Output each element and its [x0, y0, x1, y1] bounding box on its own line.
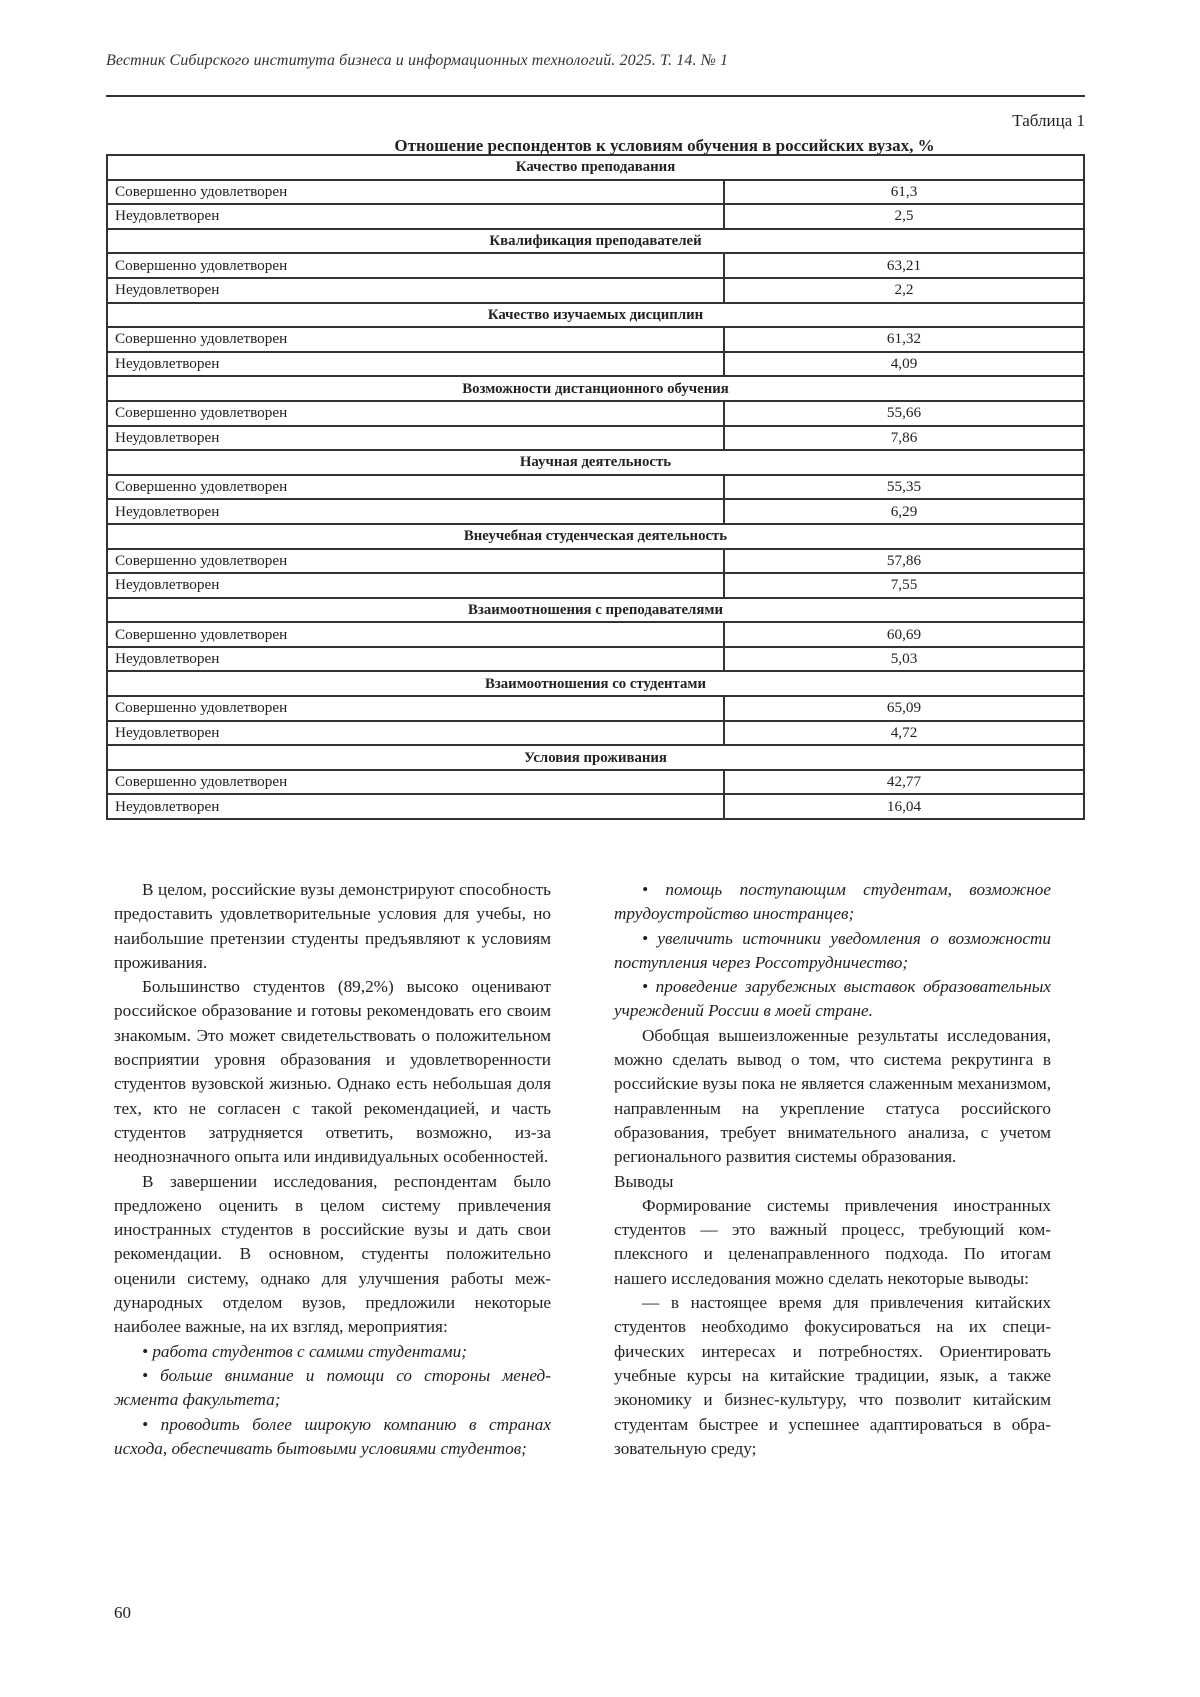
bullet-item: • проводить более широкую компанию в странах исхода, обеспечивать бытовыми условиями студентов; [114, 1414, 551, 1458]
section-title: Качество изучаемых дисциплин [107, 303, 1084, 328]
section-title: Взаимоотношения со студентами [107, 671, 1084, 696]
section-title: Внеучебная студенческая деятельность [107, 524, 1084, 549]
row-value: 63,21 [724, 253, 1084, 278]
paragraph: В завершении исследования, респондентам было предложено оценить в целом систему привлечения иностранных студентов в российские вузы и дать свои рекомендации. В основном, студенты положительно оценили систему, однако для улучшения работы международных отделом вузов, предложили некоторые наиболее важные, на их взгляд, мероприятия: [114, 1171, 551, 1337]
row-value: 4,72 [724, 721, 1084, 746]
section-title: Квалификация преподавателей [107, 229, 1084, 254]
table-row [107, 278, 1084, 303]
row-label: Неудовлетворен [107, 647, 724, 672]
section-header-row [107, 376, 1084, 401]
row-label: Неудовлетворен [107, 352, 724, 377]
row-value: 7,55 [724, 573, 1084, 598]
page-number: 60 [114, 1603, 131, 1622]
row-label: Совершенно удовлетворен [107, 401, 724, 426]
row-label: Неудовлетворен [107, 573, 724, 598]
bullet-item: • проведение зарубежных выставок образовательных учреждений России в моей стране. [614, 977, 1051, 1021]
row-label: Совершенно удовлетворен [107, 696, 724, 721]
table-row [107, 622, 1084, 647]
section-header-row [107, 155, 1084, 180]
table-row [107, 475, 1084, 500]
table-row [107, 253, 1084, 278]
row-value: 57,86 [724, 549, 1084, 574]
left-column [114, 878, 551, 1461]
row-label: Совершенно удовлетворен [107, 549, 724, 574]
section-header-row [107, 745, 1084, 770]
row-label: Совершенно удовлетворен [107, 253, 724, 278]
row-label: Совершенно удовлетворен [107, 475, 724, 500]
section-header-row [107, 524, 1084, 549]
row-value: 60,69 [724, 622, 1084, 647]
table-row [107, 204, 1084, 229]
paragraph: Формирование системы привлечения иностранных студентов — это важный процесс, требующий комплексного и целенаправленного подхода. По итогам нашего исследования можно сделать некоторые выводы: [614, 1195, 1051, 1288]
table-row [107, 721, 1084, 746]
satisfaction-table [106, 154, 1085, 820]
table-row [107, 647, 1084, 672]
table-row [107, 426, 1084, 451]
paragraph: Обобщая вышеизложенные результаты исследования, можно сделать вывод о том, что система рекрутинга в российские вузы пока не является слаженным механизмом, направленным на укрепление статуса российского образования, требует внимательного анализа, с учетом регионального развития системы образования. [614, 1025, 1051, 1167]
row-value: 6,29 [724, 499, 1084, 524]
row-value: 55,66 [724, 401, 1084, 426]
row-label: Неудовлетворен [107, 794, 724, 819]
section-heading: Выводы [614, 1171, 674, 1191]
bullet-item: • помощь поступающим студентам, возможное трудоустройство иностранцев; [614, 880, 1051, 924]
section-header-row [107, 303, 1084, 328]
row-value: 4,09 [724, 352, 1084, 377]
row-value: 16,04 [724, 794, 1084, 819]
table-row [107, 549, 1084, 574]
section-header-row [107, 450, 1084, 475]
row-value: 2,5 [724, 204, 1084, 229]
row-label: Неудовлетворен [107, 499, 724, 524]
section-header-row [107, 671, 1084, 696]
row-label: Неудовлетворен [107, 721, 724, 746]
row-value: 61,3 [724, 180, 1084, 205]
table-row [107, 794, 1084, 819]
paragraph: Большинство студентов (89,2%) высоко оценивают российское образование и готовы рекомендовать его своим знакомым. Это может свидетельствовать о положительном восприятии уровня образования и удовлетворенности студентов вузовской жизнью. Однако есть небольшая доля тех, кто не согласен с такой рекомендацией, и часть студентов затрудняется ответить, возможно, из-за неоднозначного опыта или индивидуальных особенностей. [114, 977, 551, 1167]
table-row [107, 696, 1084, 721]
bullet-item: • больше внимание и помощи со стороны менеджмента факультета; [114, 1365, 551, 1410]
table-title: Отношение респондентов к условиям обучения в российских вузах, % [394, 136, 935, 155]
row-label: Совершенно удовлетворен [107, 622, 724, 647]
row-label: Неудовлетворен [107, 426, 724, 451]
paragraph: В целом, российские вузы демонстрируют способность предоставить удовлетворительные условия для учебы, но наибольшие претензии студенты предъявляют к условиям проживания. [114, 880, 551, 972]
section-title: Условия проживания [107, 745, 1084, 770]
row-value: 55,35 [724, 475, 1084, 500]
row-value: 42,77 [724, 770, 1084, 795]
row-value: 65,09 [724, 696, 1084, 721]
table-number: Таблица 1 [1012, 111, 1085, 130]
row-label: Совершенно удовлетворен [107, 770, 724, 795]
section-header-row [107, 229, 1084, 254]
table-body [107, 155, 1084, 819]
row-label: Совершенно удовлетворен [107, 327, 724, 352]
table-row [107, 352, 1084, 377]
row-label: Неудовлетворен [107, 204, 724, 229]
row-value: 2,2 [724, 278, 1084, 303]
section-header-row [107, 598, 1084, 623]
table-row [107, 401, 1084, 426]
section-title: Возможности дистанционного обучения [107, 376, 1084, 401]
table-row [107, 770, 1084, 795]
table-row [107, 573, 1084, 598]
table-row [107, 327, 1084, 352]
table-row [107, 499, 1084, 524]
bullet-item: • работа студентов с самими студентами; [142, 1341, 467, 1361]
right-column [614, 878, 1051, 1461]
row-value: 61,32 [724, 327, 1084, 352]
bullet-item: • увеличить источники уведомления о возможности поступления через Россотрудничество; [614, 928, 1051, 972]
section-title: Качество преподавания [107, 155, 1084, 180]
row-label: Неудовлетворен [107, 278, 724, 303]
running-head: Вестник Сибирского института бизнеса и информационных технологий. 2025. Т. 14. № 1 [106, 52, 729, 69]
row-value: 5,03 [724, 647, 1084, 672]
header-rule [106, 95, 1085, 97]
section-title: Взаимоотношения с преподавателями [107, 598, 1084, 623]
section-title: Научная деятельность [107, 450, 1084, 475]
paragraph: — в настоящее время для привлечения китайских студентов необходимо фокусироваться на их специфических интересах и потребностях. Ориентировать учебные курсы на китайские традиции, язык, а также экономику и бизнес-культуру, что позволит китайским студентам быстрее и успешнее адаптироваться в образовательную среду; [614, 1293, 1051, 1458]
table-row [107, 180, 1084, 205]
row-label: Совершенно удовлетворен [107, 180, 724, 205]
row-value: 7,86 [724, 426, 1084, 451]
